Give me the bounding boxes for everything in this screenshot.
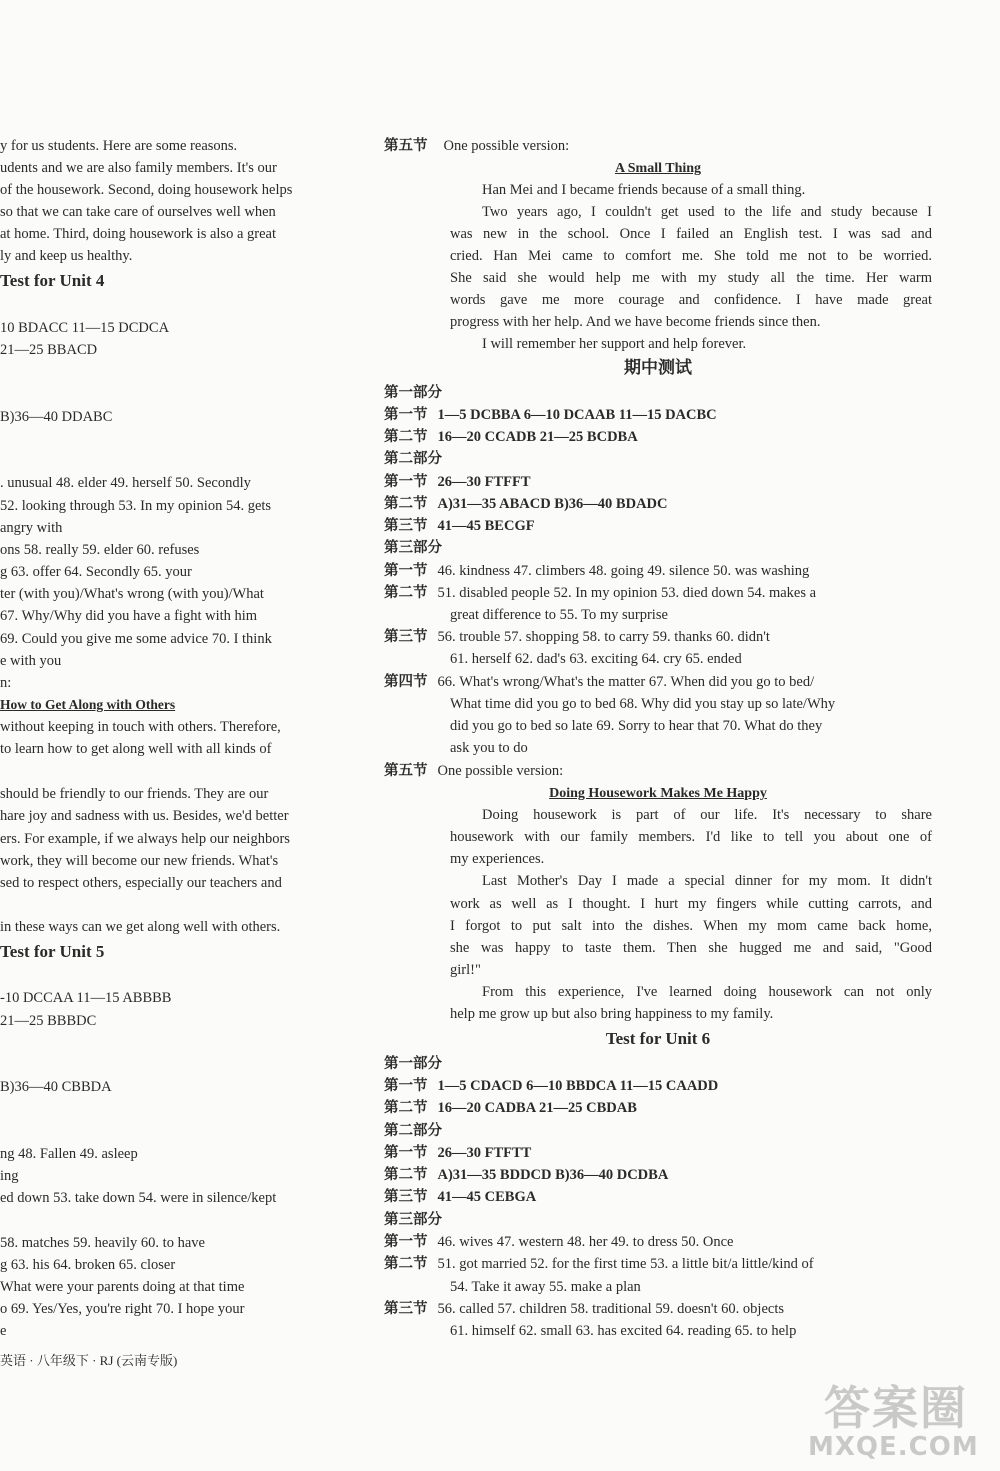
- answer-text: A)31—35 ABACD B)36—40 BDADC: [437, 496, 668, 512]
- page-footer: 英语 · 八年级下 · RJ (云南专版): [0, 1353, 178, 1368]
- answer-line: e: [0, 1323, 7, 1339]
- answer-line: 67. Why/Why did you have a fight with him: [0, 608, 258, 624]
- answer-text: One possible version:: [443, 138, 570, 154]
- essay-line: ers. For example, if we always help our neighbors: [0, 831, 290, 847]
- essay-line: housework with our family members. I'd like to tell you about one of: [450, 829, 932, 845]
- answer-line: ter (with you)/What's wrong (with you)/What: [0, 586, 264, 602]
- answer-text: 51. disabled people 52. In my opinion 53. died down 54. makes a: [437, 585, 817, 601]
- answer-line: 21—25 BBBDC: [0, 1013, 97, 1029]
- answer-line: 10 BDACC 11—15 DCDCA: [0, 320, 170, 336]
- section-label: 第五节: [384, 138, 428, 154]
- answer-line: ing: [0, 1168, 19, 1184]
- essay-line: progress with her help. And we have become friends since then.: [450, 314, 821, 330]
- answer-text: What time did you go to bed 68. Why did you stay up so late/Why: [450, 696, 836, 712]
- essay-line: work as well as I thought. I hurt my fingers while cutting carrots, and: [450, 896, 932, 912]
- answer-line: o 69. Yes/Yes, you're right 70. I hope your: [0, 1301, 245, 1317]
- watermark: [768, 1372, 993, 1467]
- answer-line: . unusual 48. elder 49. herself 50. Secondly: [0, 475, 251, 491]
- answer-text: great difference to 55. To my surprise: [450, 607, 668, 623]
- essay-line: girl!": [450, 962, 481, 978]
- section-heading-unit6: Test for Unit 6: [605, 1029, 711, 1048]
- essay-line: cried. Han Mei came to comfort me. She told me not to be worried.: [450, 248, 932, 264]
- answer-text: 1—5 DCBBA 6—10 DCAAB 11—15 DACBC: [437, 407, 717, 423]
- section-label: 第一节: [384, 474, 428, 490]
- section-heading-unit4: Test for Unit 4: [0, 271, 105, 290]
- answer-line: ons 58. really 59. elder 60. refuses: [0, 542, 200, 558]
- answer-line: 69. Could you give me some advice 70. I think: [0, 631, 272, 647]
- answer-line: ed down 53. take down 54. were in silence/kept: [0, 1190, 277, 1206]
- answer-line: B)36—40 DDABC: [0, 409, 113, 425]
- answer-line: g 63. his 64. broken 65. closer: [0, 1257, 176, 1273]
- essay-line: help me grow up but also bring happiness to my family.: [450, 1006, 774, 1022]
- answer-line: n:: [0, 675, 12, 691]
- answer-text: 16—20 CCADB 21—25 BCDBA: [437, 429, 638, 445]
- essay-line: without keeping in touch with others. Therefore,: [0, 719, 281, 735]
- answer-text: 41—45 BECGF: [437, 518, 535, 534]
- answer-text: 54. Take it away 55. make a plan: [450, 1279, 641, 1295]
- part-label: 第一部分: [384, 1056, 442, 1072]
- essay-line: Han Mei and I became friends because of a small thing.: [482, 182, 806, 198]
- part-label: 第一部分: [384, 385, 442, 401]
- essay-line: I will remember her support and help forever.: [482, 336, 747, 352]
- essay-line: hare joy and sadness with us. Besides, we'd better: [0, 808, 289, 824]
- section-label: 第五节: [384, 763, 428, 779]
- watermark-logo: 答案圈: [824, 1381, 968, 1435]
- essay-line: I forgot to put salt into the dishes. When my mom came back home,: [450, 918, 932, 934]
- essay-line: in these ways can we get along well with others.: [0, 919, 281, 935]
- answer-text: 66. What's wrong/What's the matter 67. When did you go to bed/: [437, 674, 815, 690]
- section-label: 第一节: [384, 1145, 428, 1161]
- essay-line: words gave me more courage and confidence. I have made great: [450, 292, 932, 308]
- part-label: 第三部分: [384, 540, 442, 556]
- section-label: 第三节: [384, 1301, 428, 1317]
- section-label: 第二节: [384, 496, 428, 512]
- section-label: 第三节: [384, 629, 428, 645]
- answer-text: 61. himself 62. small 63. has excited 64. reading 65. to help: [450, 1323, 797, 1339]
- answer-text: 46. kindness 47. climbers 48. going 49. silence 50. was washing: [437, 563, 810, 579]
- section-label: 第四节: [384, 674, 428, 690]
- answer-text: 41—45 CEBGA: [437, 1189, 537, 1205]
- answer-line: 52. looking through 53. In my opinion 54. gets: [0, 498, 272, 514]
- answer-text: 56. trouble 57. shopping 58. to carry 59. thanks 60. didn't: [437, 629, 770, 645]
- section-label: 第一节: [384, 407, 428, 423]
- essay-line: my experiences.: [450, 851, 545, 867]
- essay-line: She said she would help me with my study all the time. Her warm: [450, 270, 932, 286]
- essay-line: Last Mother's Day I made a special dinner for my mom. It didn't: [482, 873, 932, 889]
- answer-text: 56. called 57. children 58. traditional 59. doesn't 60. objects: [437, 1301, 785, 1317]
- answer-line: 21—25 BBACD: [0, 342, 98, 358]
- section-heading-midterm: 期中测试: [624, 358, 692, 377]
- answer-text: 46. wives 47. western 48. her 49. to dress 50. Once: [437, 1234, 734, 1250]
- section-label: 第二节: [384, 429, 428, 445]
- part-label: 第二部分: [384, 1123, 442, 1139]
- answer-text: 51. got married 52. for the first time 53. a little bit/a little/kind of: [437, 1256, 814, 1272]
- essay-title: A Small Thing: [614, 161, 702, 176]
- section-label: 第二节: [384, 1256, 428, 1272]
- essay-line: was new in the school. Once I failed an English test. I was sad and: [450, 226, 932, 242]
- section-label: 第三节: [384, 1189, 428, 1205]
- essay-line: she was happy to taste them. Then she hugged me and said, "Good: [450, 940, 932, 956]
- text-line: udents and we are also family members. It's our: [0, 160, 277, 176]
- essay-line: sed to respect others, especially our teachers and: [0, 875, 282, 891]
- answer-line: What were your parents doing at that time: [0, 1279, 245, 1295]
- answer-text: 26—30 FTFTT: [437, 1145, 532, 1161]
- answer-line: B)36—40 CBBDA: [0, 1079, 112, 1095]
- section-label: 第三节: [384, 518, 428, 534]
- text-line: so that we can take care of ourselves well when: [0, 204, 276, 220]
- watermark-url: MXQE.COM: [808, 1432, 979, 1462]
- part-label: 第二部分: [384, 451, 442, 467]
- section-label: 第一节: [384, 1078, 428, 1094]
- text-line: at home. Third, doing housework is also a great: [0, 226, 276, 242]
- section-label: 第一节: [384, 563, 428, 579]
- answer-line: 58. matches 59. heavily 60. to have: [0, 1235, 205, 1251]
- answer-text: 16—20 CADBA 21—25 CBDAB: [437, 1100, 637, 1116]
- answer-text: 26—30 FTFFT: [437, 474, 531, 490]
- essay-line: Doing housework is part of our life. It's necessary to share: [482, 807, 932, 823]
- part-label: 第三部分: [384, 1212, 442, 1228]
- answer-text: did you go to bed so late 69. Sorry to hear that 70. What do they: [450, 718, 823, 734]
- answer-line: g 63. offer 64. Secondly 65. your: [0, 564, 192, 580]
- essay-line: to learn how to get along well with all kinds of: [0, 741, 272, 757]
- section-label: 第二节: [384, 585, 428, 601]
- text-line: y for us students. Here are some reasons.: [0, 138, 238, 154]
- answer-line: e with you: [0, 653, 62, 669]
- section-label: 第二节: [384, 1167, 428, 1183]
- essay-title: Doing Housework Makes Me Happy: [549, 786, 767, 801]
- answer-line: -10 DCCAA 11—15 ABBBB: [0, 990, 172, 1006]
- section-label: 第一节: [384, 1234, 428, 1250]
- essay-line: should be friendly to our friends. They are our: [0, 786, 269, 802]
- text-line: of the housework. Second, doing housework helps: [0, 182, 293, 198]
- answer-text: A)31—35 BDDCD B)36—40 DCDBA: [437, 1167, 669, 1183]
- answer-text: 61. herself 62. dad's 63. exciting 64. cry 65. ended: [450, 651, 742, 667]
- essay-line: work, they will become our new friends. What's: [0, 853, 279, 869]
- answer-text: 1—5 CDACD 6—10 BBDCA 11—15 CAADD: [437, 1078, 719, 1094]
- section-label: 第二节: [384, 1100, 428, 1116]
- answer-line: angry with: [0, 520, 63, 536]
- essay-line: Two years ago, I couldn't get used to the life and study because I: [482, 204, 932, 220]
- answer-text: One possible version:: [437, 763, 564, 779]
- essay-line: From this experience, I've learned doing housework can not only: [482, 984, 932, 1000]
- section-heading-unit5: Test for Unit 5: [0, 942, 105, 961]
- answer-text: ask you to do: [450, 740, 528, 756]
- text-line: ly and keep us healthy.: [0, 248, 133, 264]
- answer-line: ng 48. Fallen 49. asleep: [0, 1146, 138, 1162]
- essay-title: How to Get Along with Others: [0, 697, 176, 712]
